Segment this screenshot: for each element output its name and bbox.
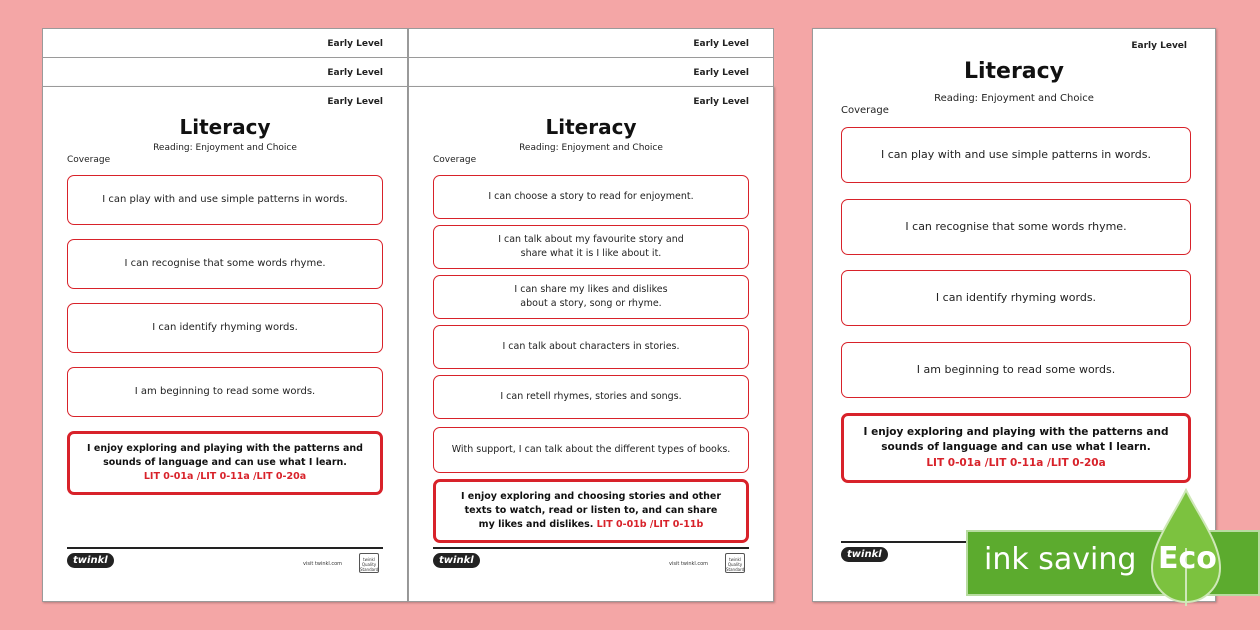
coverage-card bbox=[67, 303, 383, 353]
level-label: Early Level bbox=[327, 39, 383, 49]
coverage-card bbox=[841, 127, 1191, 183]
card-text: I can identify rhyming words. bbox=[152, 321, 298, 333]
level-label: Early Level bbox=[693, 68, 749, 78]
footer-divider bbox=[67, 547, 383, 549]
card-text: I can talk about my favourite story and bbox=[498, 234, 684, 246]
coverage-card bbox=[433, 325, 749, 369]
outcome-card bbox=[433, 479, 749, 543]
card-text: I can recognise that some words rhyme. bbox=[905, 220, 1127, 234]
coverage-card bbox=[67, 175, 383, 225]
stacked-sheet-tab-1 bbox=[42, 28, 408, 58]
worksheet-subtitle: Reading: Enjoyment and Choice bbox=[153, 143, 297, 153]
worksheet-b bbox=[408, 86, 774, 602]
worksheet-subtitle: Reading: Enjoyment and Choice bbox=[519, 143, 663, 153]
outcome-card bbox=[841, 413, 1191, 483]
card-text: I am beginning to read some words. bbox=[134, 385, 316, 397]
card-text: I can share my likes and dislikes bbox=[514, 284, 668, 296]
coverage-label: Coverage bbox=[67, 155, 111, 165]
worksheet-title: Literacy bbox=[545, 115, 637, 139]
outcome-text: sounds of language and can use what I learn. bbox=[881, 441, 1151, 454]
level-label: Early Level bbox=[693, 97, 749, 107]
coverage-card bbox=[433, 275, 749, 319]
outcome-text: I enjoy exploring and playing with the patterns and bbox=[87, 443, 363, 455]
outcome-codes: LIT 0-01b /LIT 0-11b bbox=[596, 518, 704, 530]
worksheet-subtitle: Reading: Enjoyment and Choice bbox=[934, 93, 1094, 104]
outcome-codes: LIT 0-01a /LIT 0-11a /LIT 0-20a bbox=[143, 470, 307, 482]
coverage-card bbox=[67, 367, 383, 417]
outcome-text: I enjoy exploring and choosing stories and other bbox=[460, 491, 722, 503]
outcome-text: my likes and dislikes. bbox=[478, 518, 594, 530]
level-label: Early Level bbox=[327, 97, 383, 107]
coverage-card bbox=[433, 225, 749, 269]
footer-divider bbox=[841, 541, 981, 543]
coverage-card bbox=[841, 199, 1191, 255]
level-label: Early Level bbox=[693, 39, 749, 49]
outcome-text: I enjoy exploring and playing with the patterns and bbox=[863, 426, 1169, 439]
card-text: about a story, song or rhyme. bbox=[520, 298, 662, 309]
footer-divider bbox=[433, 547, 749, 549]
coverage-card bbox=[433, 375, 749, 419]
coverage-card bbox=[841, 270, 1191, 326]
stacked-sheet-tab-2 bbox=[408, 57, 774, 87]
quality-badge-icon: twinkl Quality Standard bbox=[359, 553, 379, 573]
coverage-label: Coverage bbox=[841, 105, 889, 116]
visit-link: visit twinkl.com bbox=[669, 561, 709, 567]
ink-saving-label: ink saving bbox=[984, 542, 1137, 577]
worksheet-title: Literacy bbox=[963, 59, 1065, 84]
twinkl-logo: twinkl bbox=[433, 553, 480, 568]
card-text: share what it is I like about it. bbox=[520, 248, 662, 259]
card-text: I can identify rhyming words. bbox=[935, 291, 1097, 305]
stacked-sheet-tab-1 bbox=[408, 28, 774, 58]
card-text: I can play with and use simple patterns in words. bbox=[880, 148, 1151, 162]
twinkl-logo: twinkl bbox=[841, 547, 888, 562]
outcome-card bbox=[67, 431, 383, 495]
card-text: I am beginning to read some words. bbox=[916, 363, 1116, 377]
eco-badge-label: Eco bbox=[1158, 541, 1217, 576]
coverage-card bbox=[67, 239, 383, 289]
card-text: I can retell rhymes, stories and songs. bbox=[500, 391, 682, 403]
outcome-text: texts to watch, read or listen to, and can share bbox=[464, 505, 718, 517]
card-text: I can recognise that some words rhyme. bbox=[124, 257, 326, 269]
card-text: I can talk about characters in stories. bbox=[502, 341, 680, 353]
worksheet-a bbox=[42, 86, 408, 602]
visit-link: visit twinkl.com bbox=[303, 561, 343, 567]
coverage-label: Coverage bbox=[433, 155, 477, 165]
card-text: I can play with and use simple patterns in words. bbox=[102, 193, 348, 205]
worksheet-title: Literacy bbox=[179, 115, 271, 139]
stacked-sheet-tab-2 bbox=[42, 57, 408, 87]
card-text: I can choose a story to read for enjoyment. bbox=[488, 191, 694, 203]
card-text: With support, I can talk about the different types of books. bbox=[451, 444, 731, 456]
coverage-card bbox=[841, 342, 1191, 398]
outcome-codes: LIT 0-01a /LIT 0-11a /LIT 0-20a bbox=[926, 456, 1106, 469]
level-label: Early Level bbox=[327, 68, 383, 78]
coverage-card bbox=[433, 427, 749, 473]
outcome-text: sounds of language and can use what I learn. bbox=[103, 457, 347, 469]
coverage-card bbox=[433, 175, 749, 219]
twinkl-logo: twinkl bbox=[67, 553, 114, 568]
level-label: Early Level bbox=[1131, 41, 1187, 51]
quality-badge-icon: twinkl Quality Standard bbox=[725, 553, 745, 573]
